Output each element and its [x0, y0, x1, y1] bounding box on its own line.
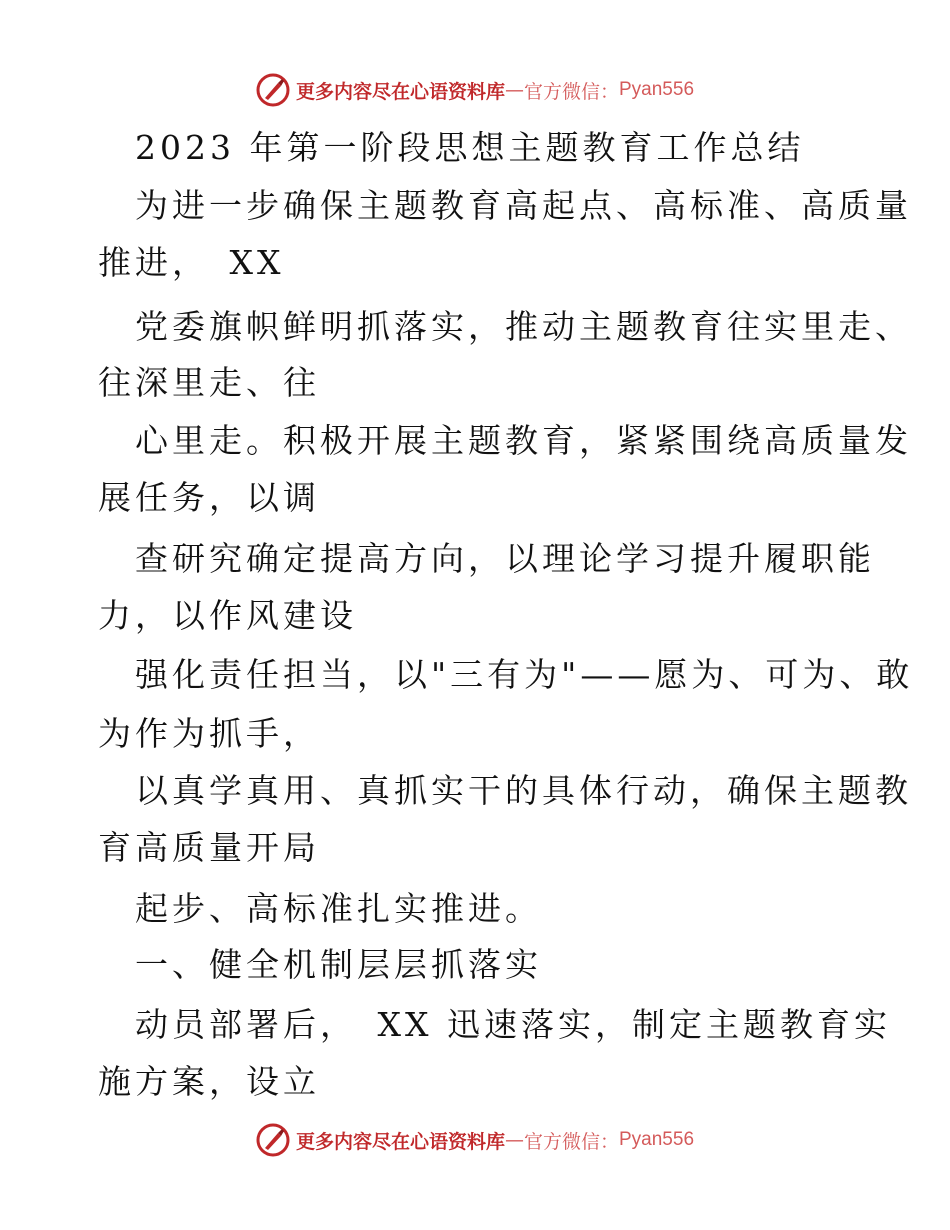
paragraph-line: 育高质量开局 — [98, 828, 320, 867]
watermark-header — [0, 70, 950, 110]
paragraph-line: 动员部署后， XX 迅速落实，制定主题教育实 — [135, 1005, 891, 1044]
watermark-wechat-id: Pyan556 — [619, 79, 695, 100]
paragraph-line: 为进一步确保主题教育高起点、高标准、高质量 — [135, 186, 912, 225]
watermark-footer — [0, 1120, 950, 1160]
watermark-text: 更多内容尽在心语资料库 — [295, 1130, 505, 1153]
paragraph-line: 力，以作风建设 — [98, 596, 357, 635]
paragraph-line: 查研究确定提高方向，以理论学习提升履职能 — [135, 539, 875, 578]
section-heading: 一、健全机制层层抓落实 — [135, 945, 542, 984]
watermark-wechat-id: Pyan556 — [619, 1129, 695, 1150]
paragraph-line: 展任务，以调 — [98, 478, 320, 517]
pen-logo-icon — [256, 1123, 290, 1157]
document-title: 2023 年第一阶段思想主题教育工作总结 — [135, 128, 805, 167]
watermark-dash: — — [504, 79, 524, 101]
watermark-dash: — — [504, 1129, 524, 1151]
watermark-wechat-label: 官方微信： — [523, 1130, 619, 1153]
paragraph-line: 施方案，设立 — [98, 1062, 320, 1101]
paragraph-line: 心里走。积极开展主题教育，紧紧围绕高质量发 — [135, 421, 912, 460]
paragraph-line: 为作为抓手， — [98, 714, 320, 753]
paragraph-line: 起步、高标准扎实推进。 — [135, 889, 542, 928]
paragraph-line: 强化责任担当，以"三有为"——愿为、可为、敢 — [135, 655, 914, 694]
paragraph-line: 往深里走、往 — [98, 363, 320, 402]
paragraph-line: 党委旗帜鲜明抓落实，推动主题教育往实里走、 — [135, 307, 912, 346]
watermark-text: 更多内容尽在心语资料库 — [295, 80, 505, 103]
watermark-wechat-label: 官方微信： — [523, 80, 619, 103]
pen-logo-icon — [256, 73, 290, 107]
paragraph-line: 以真学真用、真抓实干的具体行动，确保主题教 — [135, 771, 912, 810]
paragraph-line: 推进， XX — [98, 243, 285, 282]
